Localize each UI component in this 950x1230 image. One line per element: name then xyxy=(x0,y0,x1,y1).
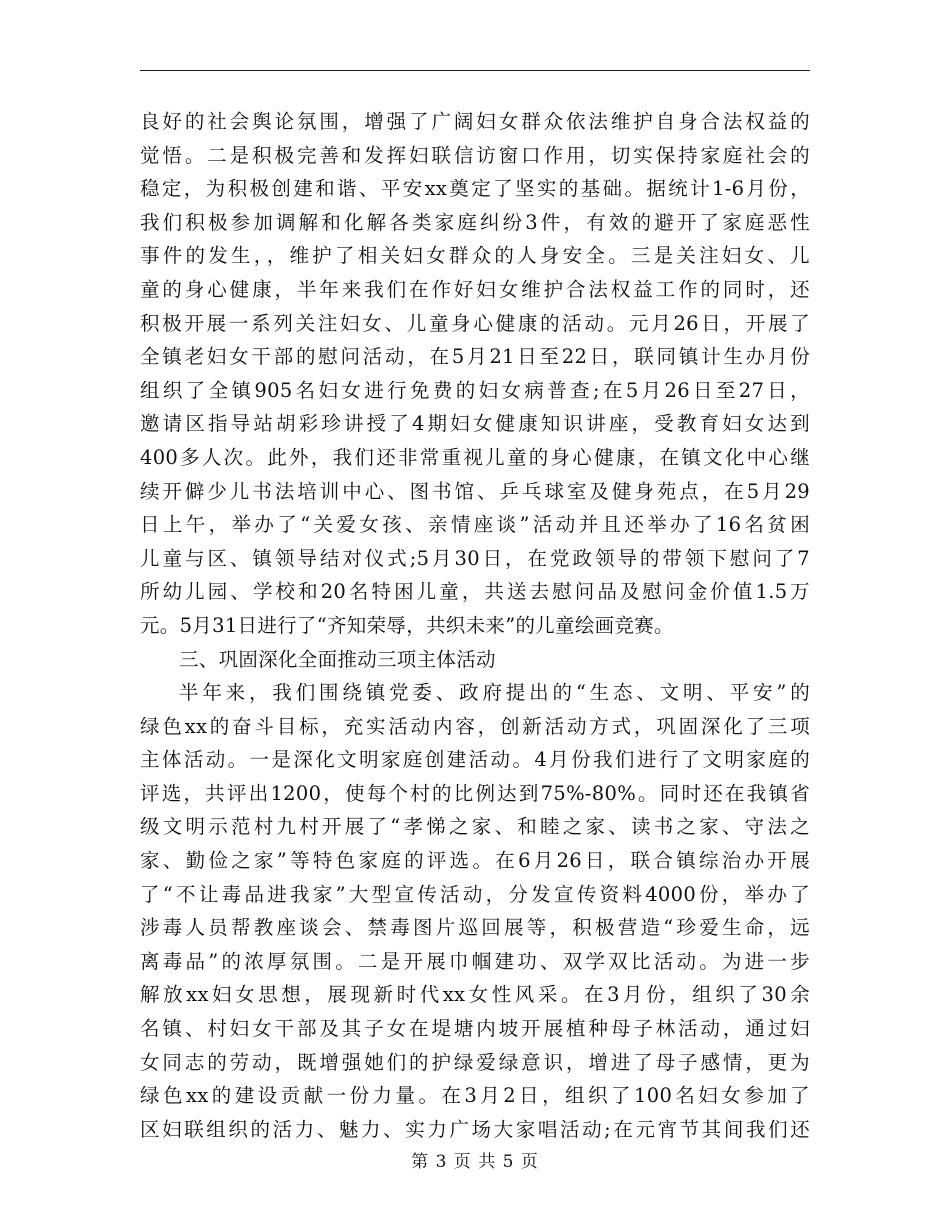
text-line: 邀请区指导站胡彩珍讲授了4期妇女健康知识讲座，受教育妇女达到 xyxy=(140,412,810,436)
text-line: 区妇联组织的活力、魅力、实力广场大家唱活动;在元宵节其间我们还 xyxy=(140,1117,810,1141)
text-line: 评选，共评出1200，使每个村的比例达到75%-80%。同时还在我镇省 xyxy=(140,781,810,805)
text-line: 续开僻少儿书法培训中心、图书馆、乒乓球室及健身苑点，在5月29 xyxy=(140,479,810,503)
text-line: 我们积极参加调解和化解各类家庭纠纷3件，有效的避开了家庭恶性 xyxy=(140,210,810,234)
text-line: 事件的发生，，维护了相关妇女群众的人身安全。三是关注妇女、儿 xyxy=(140,244,810,268)
text-line: 主体活动。一是深化文明家庭创建活动。4月份我们进行了文明家庭的 xyxy=(140,748,810,772)
text-line: 儿童与区、镇领导结对仪式;5月30日，在党政领导的带领下慰问了7 xyxy=(140,546,810,570)
text-line: 所幼儿园、学校和20名特困儿童，共送去慰问品及慰问金价值1.5万 xyxy=(140,580,810,604)
text-line: 组织了全镇905名妇女进行免费的妇女病普查;在5月26日至27日， xyxy=(140,378,810,402)
page-number-footer: 第 3 页 共 5 页 xyxy=(411,1152,539,1172)
text-line: 积极开展一系列关注妇女、儿童身心健康的活动。元月26日，开展了 xyxy=(140,311,810,335)
text-line: 日上午，举办了“关爱女孩、亲情座谈”活动并且还举办了16名贫困 xyxy=(140,513,810,537)
text-line: 女同志的劳动，既增强她们的护绿爱绿意识，增进了母子感情，更为 xyxy=(140,1050,810,1074)
header-rule xyxy=(140,70,810,71)
text-line: 稳定，为积极创建和谐、平安xx奠定了坚实的基础。据统计1-6月份， xyxy=(140,177,810,201)
text-line: 离毒品”的浓厚氛围。二是开展巾帼建功、双学双比活动。为进一步 xyxy=(140,949,810,973)
text-line: 绿色xx的建设贡献一份力量。在3月2日，组织了100名妇女参加了 xyxy=(140,1084,810,1108)
text-line: 童的身心健康，半年来我们在作好妇女维护合法权益工作的同时，还 xyxy=(140,277,810,301)
text-line: 400多人次。此外，我们还非常重视儿童的身心健康，在镇文化中心继 xyxy=(140,445,810,469)
text-line: 家、勤俭之家”等特色家庭的评选。在6月26日，联合镇综治办开展 xyxy=(140,849,810,873)
text-line: 良好的社会舆论氛围，增强了广阔妇女群众依法维护自身合法权益的 xyxy=(140,110,810,133)
section-heading: 三、巩固深化全面推动三项主体活动 xyxy=(179,647,496,671)
text-line: 涉毒人员帮教座谈会、禁毒图片巡回展等，积极营造“珍爱生命，远 xyxy=(140,916,810,940)
text-line: 觉悟。二是积极完善和发挥妇联信访窗口作用，切实保持家庭社会的 xyxy=(140,143,810,167)
text-line: 绿色xx的奋斗目标，充实活动内容，创新活动方式，巩固深化了三项 xyxy=(140,714,810,738)
text-line: 级文明示范村九村开展了“孝悌之家、和睦之家、读书之家、守法之 xyxy=(140,815,810,839)
text-line: 解放xx妇女思想，展现新时代xx女性风采。在3月份，组织了30余 xyxy=(140,983,810,1007)
text-line: 了“不让毒品进我家”大型宣传活动，分发宣传资料4000份，举办了 xyxy=(140,882,810,906)
text-line: 全镇老妇女干部的慰问活动，在5月21日至22日，联同镇计生办月份 xyxy=(140,345,810,369)
document-body xyxy=(140,105,810,1146)
text-line-paragraph-end: 元。5月31日进行了“齐知荣辱，共织未来”的儿童绘画竞赛。 xyxy=(140,613,674,637)
text-line-paragraph-start: 半年来，我们围绕镇党委、政府提出的“生态、文明、平安”的 xyxy=(179,681,810,705)
text-line: 名镇、村妇女干部及其子女在堤塘内坡开展植种母子林活动，通过妇 xyxy=(140,1017,810,1041)
